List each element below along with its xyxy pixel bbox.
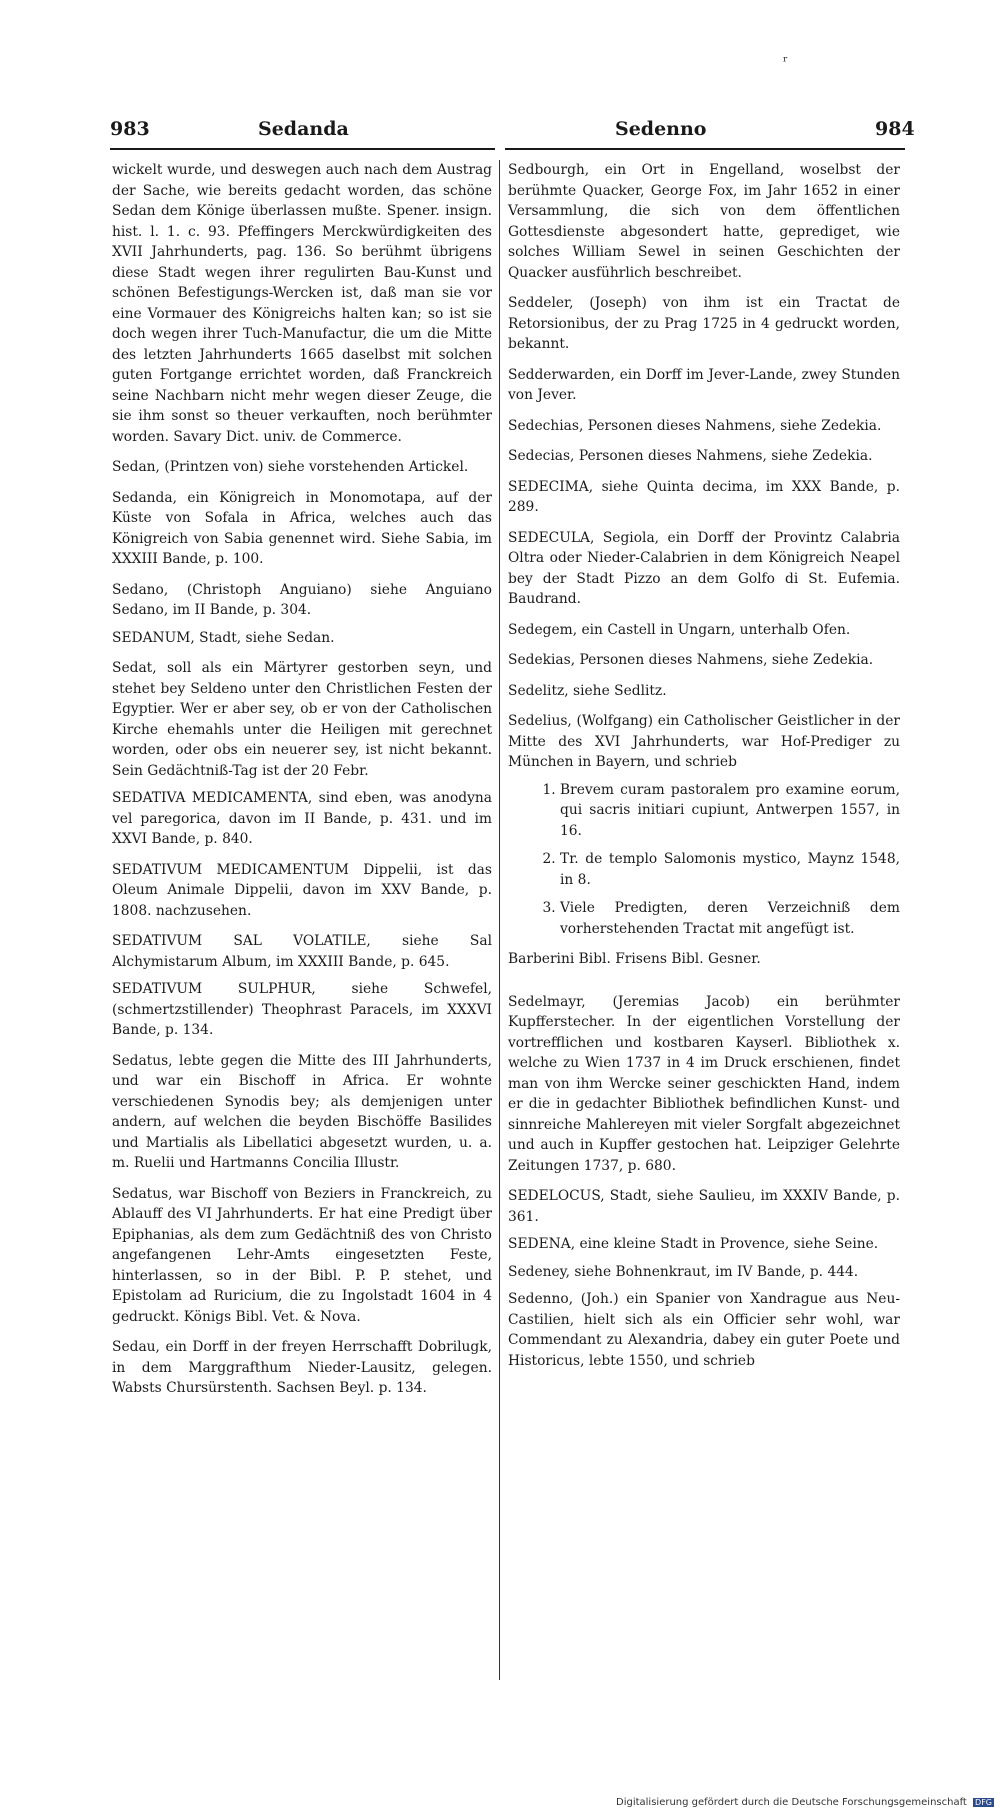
entry-paragraph: Sedbourgh, ein Ort in Engelland, woselbst der berühmte Quacker, George Fox, im Jahr 1652 in einer Versammlung, die sich von dem öffentlichen Gottesdienste abgesondert hatte, geprediget, wie solches William Sewel in seinen Geschichten der Quacker ausführlich beschreibet.	[508, 162, 900, 281]
entry-paragraph: Sedelius, (Wolfgang) ein Catholischer Geistlicher in der Mitte des XVI Jahrhunderts, war Hof-Prediger zu München in Bayern, und schrieb	[508, 713, 900, 770]
entry-paragraph: SEDATIVUM MEDICAMENTUM Dippelii, ist das Oleum Animale Dippelii, davon im XXV Bande, p. 1808. nachzusehen.	[112, 861, 492, 919]
left-column	[112, 160, 492, 1406]
credit-text: Digitalisierung gefördert durch die Deutsche Forschungsgemeinschaft	[616, 1797, 967, 1808]
list-item: 1. Brevem curam pastoralem pro examine eorum, qui sacris initiari cupiunt, Antwerpen 1557, in 16.	[560, 780, 900, 842]
header-rule-left	[110, 148, 495, 150]
entry-paragraph: Sedelmayr, (Jeremias Jacob) ein berühmter Kupfferstecher. In der eigentlichen Vorstellung der vortrefflichen und kostbaren Kayserl. Bibliothek x. welche zu Wien 1737 in 4 im Druck erschienen, findet man von ihm Wercke seiner geschickten Hand, indem er die in gedachter Bibliothek befindlichen Kunst- und sinnreiche Mahlereyen mit vieler Sorgfalt abgezeichnet und auch in Kupffer gestochen hat. Leipziger Gelehrte Zeitungen 1737, p. 680.	[508, 993, 900, 1174]
entry-paragraph: SEDANUM, Stadt, siehe Sedan.	[112, 629, 335, 646]
header-rule-right	[505, 148, 905, 150]
entry-paragraph: Sedenno, (Joh.) ein Spanier von Xandrague aus Neu-Castilien, hielt sich als ein Officier sehr wohl, war Commendant zu Alexandria, dabey ein guter Poete und Historicus, lebte 1550, und schrieb	[508, 1291, 900, 1369]
list-item: 2. Tr. de templo Salomonis mystico, Maynz 1548, in 8.	[560, 849, 900, 890]
entry-paragraph: SEDECIMA, siehe Quinta decima, im XXX Bande, p. 289.	[508, 478, 900, 515]
entry-paragraph: Sedeney, siehe Bohnenkraut, im IV Bande, p. 444.	[508, 1263, 859, 1280]
entry-paragraph: Sedecias, Personen dieses Nahmens, siehe Zedekia.	[508, 448, 873, 464]
left-running-title: Sedanda	[258, 118, 349, 140]
entry-paragraph: SEDECULA, Segiola, ein Dorff der Provintz Calabria Oltra oder Nieder-Calabrien in dem Königreich Neapel bey der Stadt Pizzo an dem Golfo di St. Eufemia. Baudrand.	[508, 529, 900, 607]
column-divider	[499, 160, 500, 1680]
entry-paragraph: Sedderwarden, ein Dorff im Jever-Lande, zwey Stunden von Jever.	[508, 366, 900, 403]
right-column	[508, 160, 900, 1378]
entry-paragraph: Sedatus, war Bischoff von Beziers in Franckreich, zu Ablauff des VI Jahrhunderts. Er hat eine Predigt über Epiphanias, als dem zum Gedächtniß des von Christo angefangenen Lehr-Amts eingesetzten Feste, hinterlassen, so in der Bibl. P. P. stehet, und Epistolam ad Ruricium, die zu Ingolstadt 1604 in 4 gedruckt. Königs Bibl. Vet. & Nova.	[112, 1185, 492, 1325]
entry-paragraph: Sedanda, ein Königreich in Monomotapa, auf der Küste von Sofala in Africa, welches auch das Königreich von Sabia genennet wird. Siehe Sabia, im XXXIII Bande, p. 100.	[112, 489, 492, 567]
entry-paragraph: Seddeler, (Joseph) von ihm ist ein Tractat de Retorsionibus, der zu Prag 1725 in 4 gedruckt worden, bekannt.	[508, 295, 900, 352]
entry-paragraph: SEDELOCUS, Stadt, siehe Saulieu, im XXXIV Bande, p. 361.	[508, 1188, 900, 1225]
entry-paragraph: Sedechias, Personen dieses Nahmens, siehe Zedekia.	[508, 417, 882, 434]
entry-paragraph: Sedegem, ein Castell in Ungarn, unterhalb Ofen.	[508, 621, 851, 638]
entry-paragraph: Barberini Bibl. Frisens Bibl. Gesner.	[508, 951, 761, 967]
entry-paragraph: Sedano, (Christoph Anguiano) siehe Anguiano Sedano, im II Bande, p. 304.	[112, 581, 492, 618]
right-page-number: 984	[875, 118, 915, 140]
entry-paragraph: SEDATIVUM SULPHUR, siehe Schwefel, (schmertzstillender) Theophrast Paracels, im XXXVI Bande, p. 134.	[112, 981, 492, 1038]
left-page-number: 983	[110, 118, 150, 140]
entry-paragraph: SEDATIVA MEDICAMENTA, sind eben, was anodyna vel paregorica, davon im II Bande, p. 431. und im XXVI Bande, p. 840.	[112, 790, 492, 847]
entry-paragraph: Sedekias, Personen dieses Nahmens, siehe Zedekia.	[508, 652, 874, 668]
works-list	[508, 780, 900, 940]
entry-paragraph: Sedau, ein Dorff in der freyen Herrschafft Dobrilugk, in dem Marggrafthum Nieder-Lausitz, gelegen. Wabsts Chursürstenth. Sachsen Beyl. p. 134.	[112, 1339, 492, 1396]
dfg-logo: DFG	[975, 1798, 992, 1807]
entry-paragraph: SEDATIVUM SAL VOLATILE, siehe Sal Alchymistarum Album, im XXXIII Bande, p. 645.	[112, 933, 492, 970]
entry-paragraph: wickelt wurde, und deswegen auch nach dem Austrag der Sache, wie bereits gedacht worden, das schöne Sedan dem Könige überlassen mußte. Spener. insign. hist. l. 1. c. 93. Pfeffingers Merckwürdigkeiten des XVII Jahrhunderts, pag. 136. So berühmt übrigens diese Stadt wegen ihrer regulirten Bau-Kunst und schönen Befestigungs-Wercken ist, daß man sie vor eine Vormauer des Königreichs halten kan; so ist sie doch wegen ihrer Tuch-Manufactur, die um die Mitte des letzten Jahrhunderts 1665 daselbst mit solchen guten Fortgange errichtet worden, daß Franckreich seine Nachbarn nicht mehr wegen dieser Zeuge, die sie ihm sonst so theuer verkauften, noch berühmter worden. Savary Dict. univ. de Commerce.	[112, 162, 492, 445]
entry-paragraph: Sedat, soll als ein Märtyrer gestorben seyn, und stehet bey Seldeno unter den Christlichen Festen der Egyptier. Wer er aber sey, ob er von der Catholischen Kirche ehemahls unter die Heiligen mit gerechnet worden, oder obs ein neuerer sey, ist nicht bekannt. Sein Gedächtniß-Tag ist der 20 Febr.	[112, 660, 492, 779]
list-item: 3. Viele Predigten, deren Verzeichniß dem vorherstehenden Tractat mit angefügt ist.	[560, 898, 900, 939]
digitization-credit	[616, 1797, 994, 1808]
entry-paragraph: Sedelitz, siehe Sedlitz.	[508, 682, 667, 699]
entry-paragraph: Sedatus, lebte gegen die Mitte des III Jahrhunderts, und war ein Bischoff in Africa. Er wohnte verschiedenen Synodis bey; als demjenigen unter andern, auf welchen die beyden Bischöffe Basilides und Martialis als Libellatici abgesetzt wurden, u. a. m. Ruelii und Hartmanns Concilia Illustr.	[112, 1052, 492, 1171]
margin-mark: ʳ	[783, 54, 788, 70]
entry-paragraph: Sedan, (Printzen von) siehe vorstehenden Artickel.	[112, 459, 469, 475]
right-running-title: Sedenno	[615, 118, 707, 140]
entry-paragraph: SEDENA, eine kleine Stadt in Provence, siehe Seine.	[508, 1236, 879, 1252]
